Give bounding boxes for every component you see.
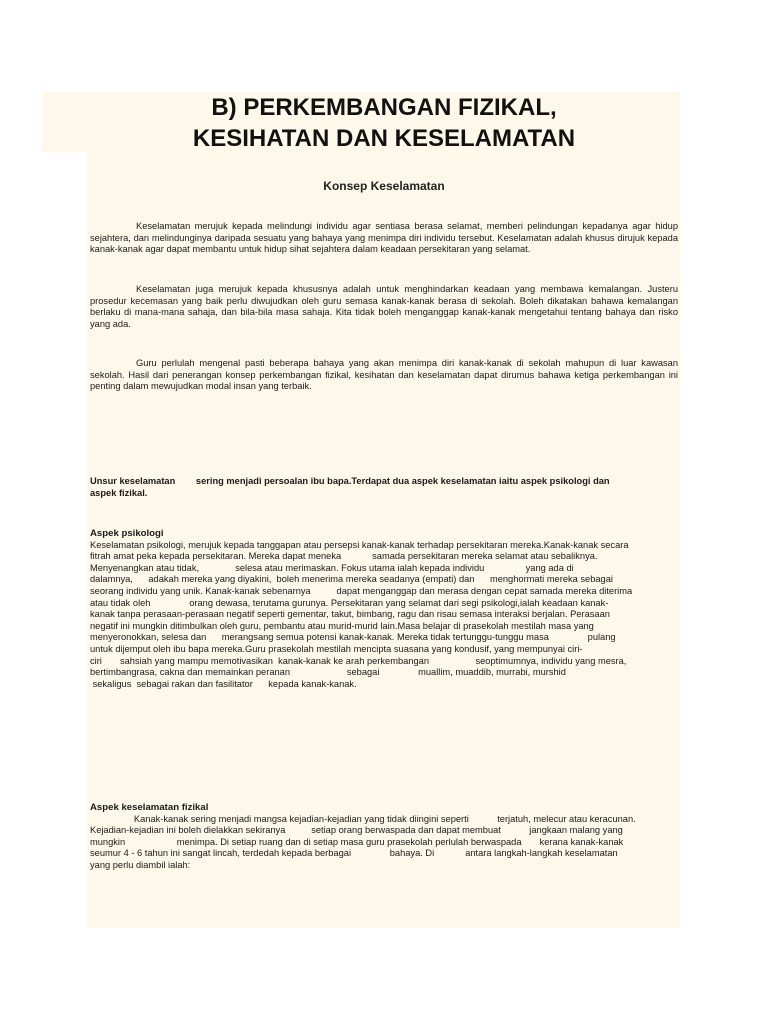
paragraph-2 (90, 284, 678, 330)
psikologi-line: kanak tanpa perasaan-perasaan negatif seperti gementar, takut, bimbang, ragu dan risau semasa interaksi berjalan. Perasaan (90, 609, 610, 620)
psikologi-line: ciri sahsiah yang mampu memotivasikan kanak-kanak ke arah perkembangan seoptimumnya, individu yang mesra, (90, 655, 627, 666)
psikologi-line: atau tidak oleh orang dewasa, terutama gurunya. Persekitaran yang selamat dari segi psikologi,ialah keadaan kanak- (90, 597, 609, 608)
psikologi-line: untuk dijemput oleh ibu bapa mereka.Guru prasekolah mestilah mencipta suasana yang kondusif, yang mempunyai ciri- (90, 643, 583, 654)
aspek-fizikal-section (90, 802, 680, 872)
page-title (0, 92, 768, 154)
fizikal-line: mungkin menimpa. Di setiap ruang dan di setiap masa guru prasekolah perlulah berwaspada kerana kanak-kanak (90, 836, 624, 847)
aspek-psikologi-heading: Aspek psikologi (90, 528, 164, 539)
psikologi-line: Menyenangkan atau tidak, selesa atau merimaskan. Fokus utama ialah kepada individu yang ada di (90, 562, 574, 573)
paragraph-3-text: Guru perlulah mengenal pasti beberapa bahaya yang akan menimpa diri kanak-kanak di sekolah mahupun di luar kawasan sekolah. Hasil dari penerangan konsep perkembangan fizikal, kesihatan dan keselamatan dapat dirumus bahawa ketiga perkembangan ini penting dalam mewujudkan modal insan yang terbaik. (90, 358, 678, 392)
page-title-line-2: KESIHATAN DAN KESELAMATAN (192, 125, 576, 152)
fizikal-line: Kanak-kanak sering menjadi mangsa kejadian-kejadian yang tidak diingini seperti terjatuh, melecur atau keracunan. (90, 813, 636, 824)
psikologi-line: dalamnya, adakah mereka yang diyakini, boleh menerima mereka seadanya (empati) dan menghormati mereka sebagai (90, 574, 613, 585)
unsur-line-1: Unsur keselamatan sering menjadi persoalan ibu bapa.Terdapat dua aspek keselamatan iaitu aspek psikologi dan (90, 476, 610, 486)
psikologi-line: Keselamatan psikologi, merujuk kepada tanggapan atau persepsi kanak-kanak terhadap persekitaran mereka.Kanak-kanak secara (90, 539, 629, 550)
psikologi-line: negatif ini mungkin ditimbulkan oleh guru, pembantu atau murid-murid lain.Masa belajar di prasekolah mestilah masa yang (90, 620, 594, 631)
psikologi-line: menyeronokkan, selesa dan merangsang semua potensi kanak-kanak. Mereka tidak tertunggu-tunggu masa pulang (90, 632, 616, 643)
aspek-fizikal-heading: Aspek keselamatan fizikal (90, 802, 209, 813)
psikologi-line: seorang individu yang unik. Kanak-kanak sebenarnya dapat menganggap dan merasa dengan cepat samada mereka diterima (90, 585, 633, 596)
psikologi-line: sekaligus sebagai rakan dan fasilitator kepada kanak-kanak. (90, 678, 357, 689)
fizikal-line: yang perlu diambil ialah: (90, 859, 191, 870)
paragraph-1 (90, 221, 678, 256)
psikologi-line: bertimbangrasa, cakna dan memainkan peranan sebagai muallim, muaddib, murrabi, murshid (90, 667, 566, 678)
paragraph-1-text: Keselamatan merujuk kepada melindungi individu agar sentiasa berasa selamat, memberi pelindungan kepadanya agar hidup sejahtera, dan melindunginya daripada sesuatu yang bahaya yang menimpa diri individu tersebut. Keselamatan adalah khusus dirujuk kepada kanak-kanak agar dapat membantu untuk hidup sihat sejahtera dalam keadaan persekitaran yang selamat. (90, 221, 678, 255)
aspek-psikologi-section (90, 528, 680, 690)
fizikal-line: seumur 4 - 6 tahun ini sangat lincah, terdedah kepada berbagai bahaya. Di antara langkah-langkah keselamatan (90, 848, 618, 859)
page-title-line-1: B) PERKEMBANGAN FIZIKAL, (211, 94, 557, 121)
fizikal-line: Kejadian-kejadian ini boleh dielakkan sekiranya setiap orang berwaspada dan dapat membuat jangkaan malang yang (90, 825, 623, 836)
unsur-line-2: aspek fizikal. (90, 487, 148, 498)
section-subtitle: Konsep Keselamatan (323, 179, 445, 193)
psikologi-line: fitrah amat peka kepada persekitaran. Mereka dapat meneka samada persekitaran mereka selamat atau sebaliknya. (90, 551, 598, 562)
unsur-keselamatan-statement (90, 476, 680, 499)
paragraph-3 (90, 358, 678, 393)
paragraph-2-text: Keselamatan juga merujuk kepada khususnya adalah untuk menghindarkan keadaan yang membawa kemalangan. Justeru prosedur kecemasan yang baik perlu diwujudkan oleh guru semasa kanak-kanak berasa di sekolah. Boleh dikatakan bahawa kemalangan berlaku di mana-mana sahaja, dan bila-bila masa sahaja. Kita tidak boleh menganggap kanak-kanak mengetahui tentang bahaya dan risko yang ada. (90, 284, 678, 329)
